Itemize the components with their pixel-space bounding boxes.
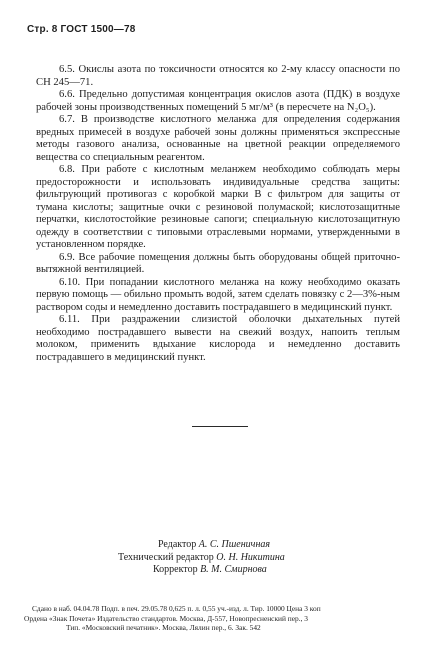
proofreader-name: В. М. Смирнова xyxy=(200,564,267,576)
editor-line xyxy=(118,539,378,552)
paragraph-6-10: 6.10. При попадании кислотного меланжа на кожу необходимо оказать первую помощь — обильно промыть водой, затем сделать повязку с 2—3%-ным раствором соды и немедленно доставить пострадавшего в медицинский пункт. xyxy=(36,276,400,313)
page-header: Стр. 8 ГОСТ 1500—78 xyxy=(27,24,136,35)
editor-name: А. С. Пшеничная xyxy=(198,539,271,550)
paragraph-6-9: 6.9. Все рабочие помещения должны быть оборудованы общей приточно-вытяжной вентиляцией. xyxy=(36,251,400,275)
credits-block xyxy=(118,539,378,577)
proofreader-label: Корректор xyxy=(153,564,198,576)
body-text xyxy=(36,64,400,364)
tech-editor-line xyxy=(118,552,378,565)
paragraph-6-5: 6.5. Окислы азота по токсичности относятся ко 2-му классу опасности по СН 245—71. xyxy=(36,64,400,88)
paragraph-6-6: 6.6. Предельно допустимая концентрация окислов азота (ПДК) в воздухе рабочей зоны производственных помещений 5 мг/м³ (в пересчете на N₂O₅). xyxy=(36,89,400,113)
paragraph-6-7: 6.7. В производстве кислотного меланжа для определения содержания вредных примесей в воздухе рабочей зоны должны применяться экспрессные методы газового анализа, основанные на цветной реакции определяемого вещества со специальным реагентом. xyxy=(36,114,400,163)
proofreader-line xyxy=(118,564,378,577)
imprint-line-printer: Тип. «Московский печатник». Москва, Лялин пер., 6. Зак. 542 xyxy=(66,623,261,633)
tech-editor-name: О. Н. Никитина xyxy=(216,551,285,563)
imprint-block xyxy=(24,604,414,633)
paragraph-6-8: 6.8. При работе с кислотным меланжем необходимо соблюдать меры предосторожности и использовать индивидуальные средства защиты: фильтрующий противогаз с коробкой марки В с фильтром для защиты от тумана кислоты; защитные очки с резиновой полумаской; кислотозащитные перчатки, кислотостойкие резиновые сапоги; специальную кислотозащитную одежду в соответствии с типовыми отраслевыми нормами, утвержденными в установленном порядке. xyxy=(36,164,400,250)
imprint-line-print-data: Сдано в наб. 04.04.78 Подп. в печ. 29.05.78 0,625 п. л. 0,55 уч.-изд. л. Тир. 10000 Цена 3 коп xyxy=(32,604,321,613)
imprint-line-publisher: Ордена «Знак Почета» Издательство стандартов. Москва, Д-557, Новопресненский пер., 3 xyxy=(24,613,308,623)
separator-rule xyxy=(192,426,248,427)
tech-editor-label: Технический редактор xyxy=(118,551,214,563)
paragraph-6-11: 6.11. При раздражении слизистой оболочки дыхательных путей необходимо пострадавшего вывести на свежий воздух, напоить теплым молоком, применить вдыхание кислорода и немедленно доставить пострадавшего в медицинский пункт. xyxy=(36,314,400,363)
editor-label: Редактор xyxy=(158,539,197,550)
